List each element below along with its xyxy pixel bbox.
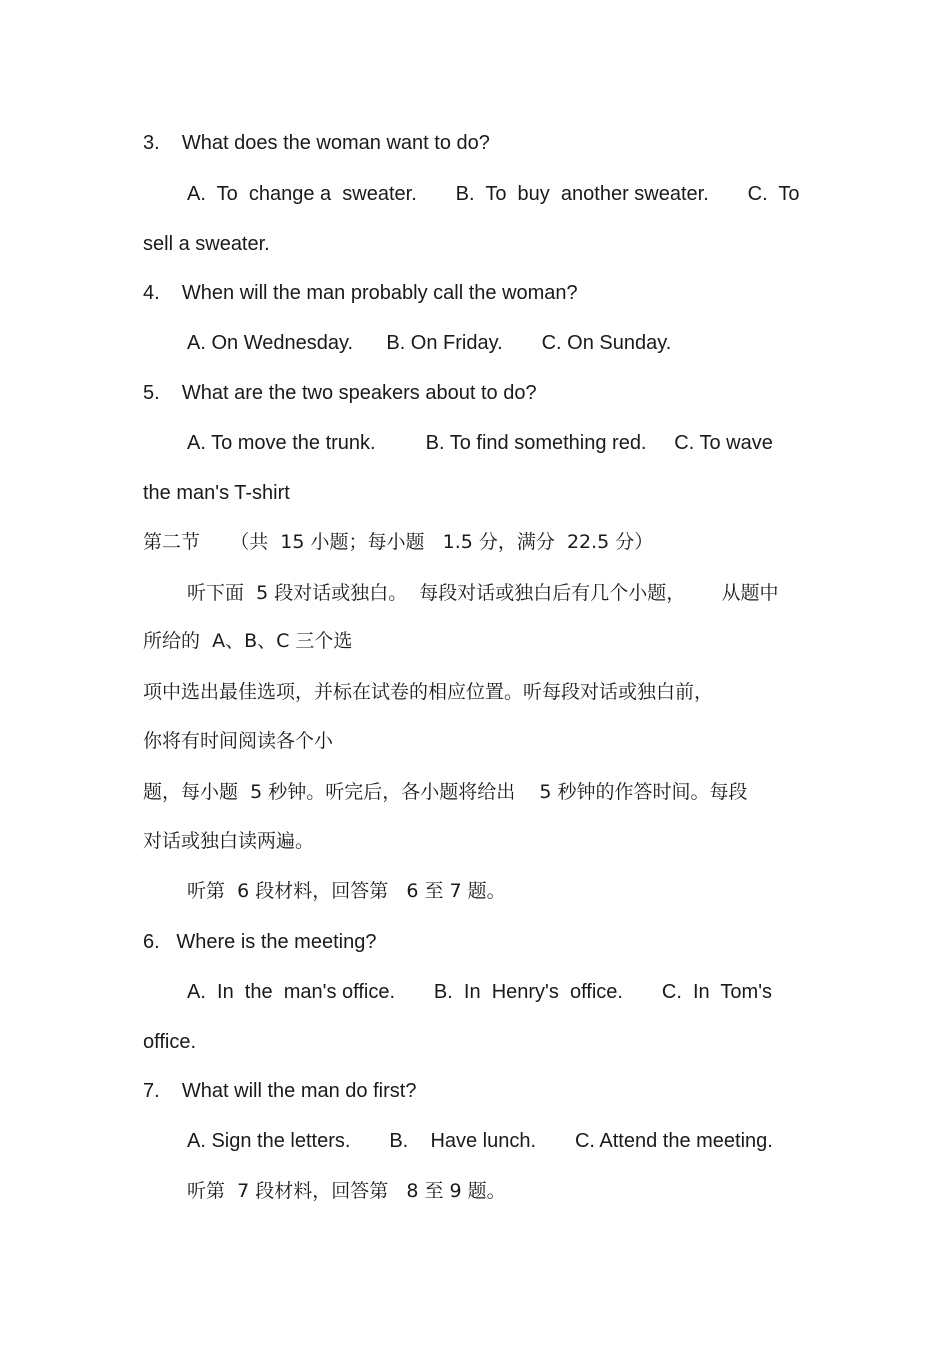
question-4-options: A. On Wednesday. B. On Friday. C. On Sunday. — [187, 332, 672, 354]
question-3-stem: 3. What does the woman want to do? — [143, 132, 490, 154]
question-6-options-continued: office. — [143, 1031, 196, 1053]
question-3-options: A. To change a sweater. B. To buy another sweater. C. To — [187, 183, 800, 205]
material-6-instruction: 听第 6 段材料，回答第 6 至 7 题。 — [187, 880, 506, 902]
instructions-line-3: 项中选出最佳选项，并标在试卷的相应位置。听每段对话或独白前， — [143, 681, 714, 703]
instructions-line-6: 对话或独白读两遍。 — [143, 830, 315, 852]
material-7-instruction: 听第 7 段材料，回答第 8 至 9 题。 — [187, 1180, 506, 1202]
instructions-line-5: 题，每小题 5 秒钟。听完后，各小题将给出 5 秒钟的作答时间。每段 — [143, 781, 748, 803]
question-6-options: A. In the man's office. B. In Henry's office. C. In Tom's — [187, 981, 773, 1003]
question-5-options: A. To move the trunk. B. To find something red. C. To wave — [187, 432, 773, 454]
instructions-line-4: 你将有时间阅读各个小 — [143, 730, 334, 752]
question-5-stem: 5. What are the two speakers about to do? — [143, 382, 537, 404]
question-3-options-continued: sell a sweater. — [143, 233, 270, 255]
instructions-line-2: 所给的 A、B、C 三个选 — [143, 630, 353, 652]
question-7-options: A. Sign the letters. B. Have lunch. C. Attend the meeting. — [187, 1130, 773, 1152]
instructions-line-1: 听下面 5 段对话或独白。 每段对话或独白后有几个小题， 从题中 — [187, 582, 779, 604]
section-heading: 第二节 （共 15 小题；每小题 1.5 分，满分 22.5 分） — [143, 531, 654, 553]
question-7-stem: 7. What will the man do first? — [143, 1080, 417, 1102]
question-5-options-continued: the man's T-shirt — [143, 482, 290, 504]
question-6-stem: 6. Where is the meeting? — [143, 931, 377, 953]
question-4-stem: 4. When will the man probably call the woman? — [143, 282, 578, 304]
